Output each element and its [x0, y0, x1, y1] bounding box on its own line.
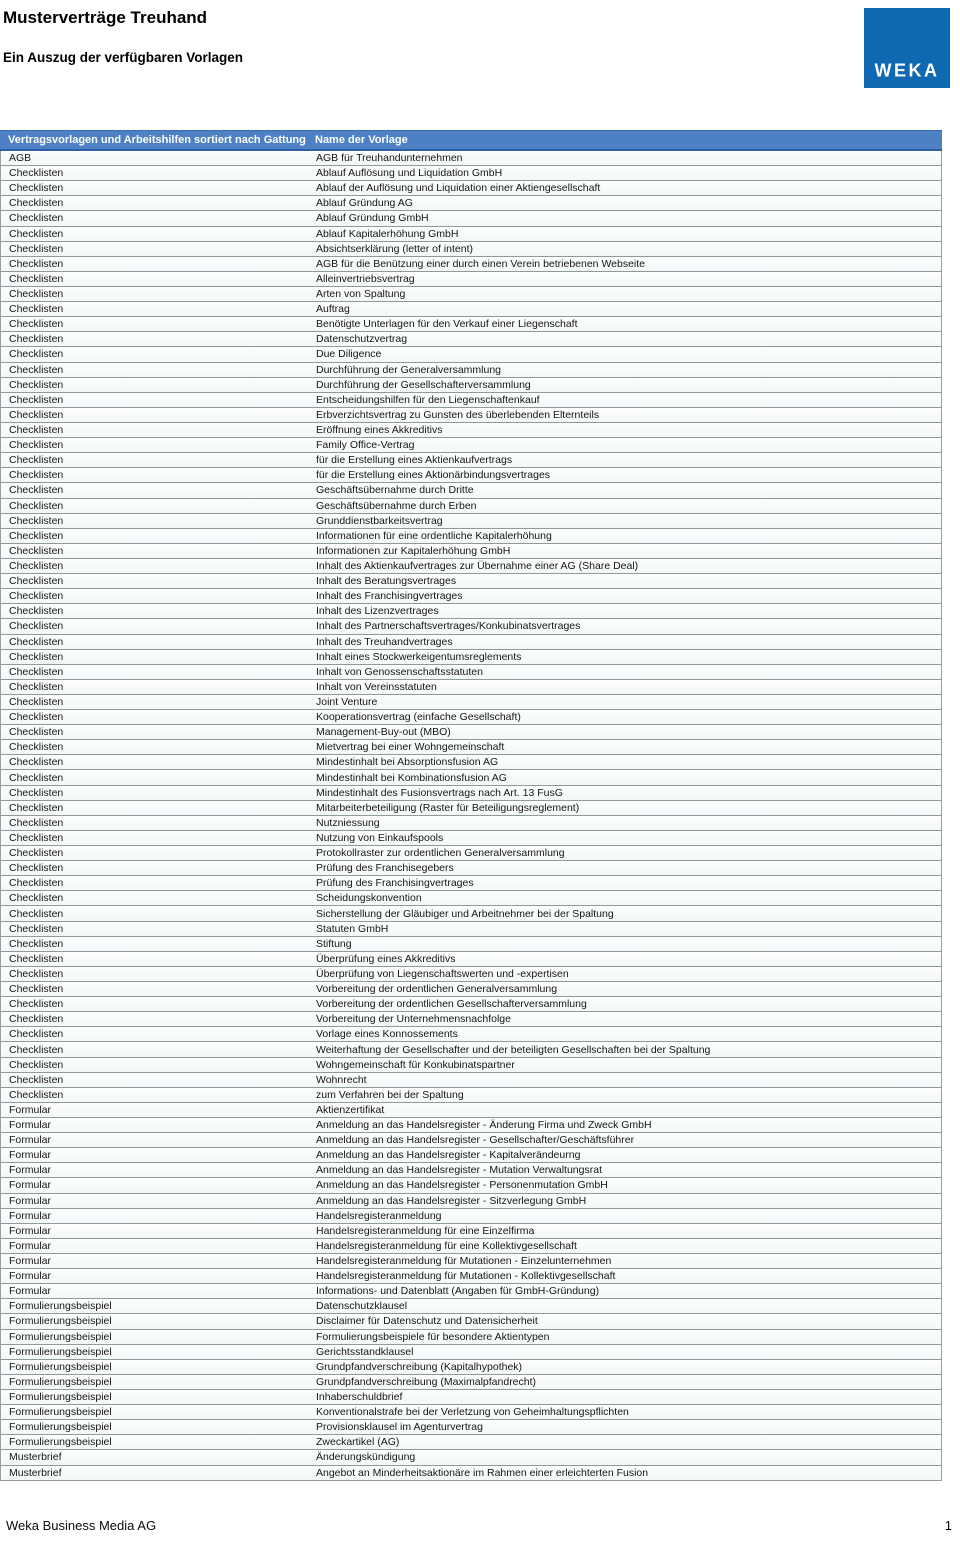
table-row: [1, 1314, 941, 1329]
row-gattung-cell: Checklisten: [9, 620, 64, 633]
row-vorlage-cell: Grunddienstbarkeitsvertrag: [316, 514, 443, 527]
row-vorlage-cell: Handelsregisteranmeldung für Mutationen - Kollektivgesellschaft: [316, 1270, 616, 1283]
row-vorlage-cell: Durchführung der Generalversammlung: [316, 363, 502, 376]
row-gattung-cell: Formulierungsbeispiel: [9, 1315, 112, 1328]
row-gattung-cell: Checklisten: [9, 560, 64, 572]
row-gattung-cell: Checklisten: [9, 711, 64, 724]
table-row: [1, 1178, 941, 1193]
row-gattung-cell: Formulierungsbeispiel: [9, 1406, 112, 1419]
row-gattung-cell: Checklisten: [9, 333, 64, 346]
row-gattung-cell: Formulierungsbeispiel: [9, 1391, 112, 1404]
table-row: [1, 967, 941, 982]
table-row: [1, 1073, 941, 1088]
row-vorlage-cell: Grundpfandverschreibung (Maximalpfandrecht): [316, 1375, 537, 1388]
row-gattung-cell: Checklisten: [9, 665, 64, 678]
row-vorlage-cell: Eröffnung eines Akkreditivs: [316, 424, 443, 437]
table-header-row: [0, 130, 942, 151]
row-gattung-cell: Checklisten: [9, 469, 64, 482]
row-gattung-cell: Formular: [9, 1119, 52, 1132]
table-row: [1, 317, 941, 332]
table-row: [1, 801, 941, 816]
table-row: [1, 1405, 941, 1420]
row-gattung-cell: Checklisten: [9, 1073, 64, 1086]
row-gattung-cell: Checklisten: [9, 272, 64, 285]
row-gattung-cell: Checklisten: [9, 650, 64, 663]
row-vorlage-cell: Statuten GmbH: [316, 922, 389, 935]
row-vorlage-cell: Informationen für eine ordentliche Kapitalerhöhung: [316, 529, 552, 542]
row-vorlage-cell: Handelsregisteranmeldung für eine Einzelfirma: [316, 1224, 535, 1237]
footer-company: Weka Business Media AG: [6, 1518, 157, 1533]
row-gattung-cell: Checklisten: [9, 227, 64, 240]
table-row: [1, 982, 941, 997]
row-vorlage-cell: Inhalt von Genossenschaftsstatuten: [316, 665, 483, 678]
row-gattung-cell: Formulierungsbeispiel: [9, 1345, 112, 1358]
row-vorlage-cell: Formulierungsbeispiele für besondere Aktientypen: [316, 1330, 550, 1343]
row-vorlage-cell: Wohngemeinschaft für Konkubinatspartner: [316, 1058, 515, 1071]
row-vorlage-cell: Änderungskündigung: [316, 1451, 416, 1464]
row-vorlage-cell: Protokollraster zur ordentlichen Generalversammlung: [316, 847, 565, 860]
row-gattung-cell: Checklisten: [9, 695, 64, 708]
table-row: [1, 347, 941, 362]
footer-page-number: 1: [944, 1518, 952, 1533]
row-gattung-cell: Checklisten: [9, 575, 64, 588]
row-gattung-cell: Checklisten: [9, 1058, 64, 1071]
row-gattung-cell: Checklisten: [9, 288, 64, 301]
row-vorlage-cell: Anmeldung an das Handelsregister - Kapitalverändeurng: [316, 1149, 581, 1162]
row-vorlage-cell: Anmeldung an das Handelsregister - Personenmutation GmbH: [316, 1179, 608, 1192]
row-vorlage-cell: Joint Venture: [316, 695, 378, 708]
table-row: [1, 453, 941, 468]
row-gattung-cell: Checklisten: [9, 605, 64, 618]
row-vorlage-cell: Disclaimer für Datenschutz und Datensicherheit: [316, 1315, 538, 1328]
row-gattung-cell: Formulierungsbeispiel: [9, 1436, 112, 1449]
row-vorlage-cell: Inhalt des Partnerschaftsvertrages/Konkubinatsvertrages: [316, 620, 581, 633]
table-row: [1, 302, 941, 317]
row-vorlage-cell: Inhalt des Treuhandvertrages: [316, 635, 453, 648]
row-gattung-cell: Checklisten: [9, 741, 64, 754]
row-vorlage-cell: Geschäftsübernahme durch Erben: [316, 499, 477, 512]
table-row: [1, 151, 941, 166]
table-row: [1, 1224, 941, 1239]
row-vorlage-cell: Weiterhaftung der Gesellschafter und der beteiligten Gesellschaften bei der Spaltung: [316, 1043, 711, 1056]
row-gattung-cell: Checklisten: [9, 801, 64, 814]
table-row: [1, 544, 941, 559]
row-gattung-cell: Checklisten: [9, 499, 64, 512]
row-vorlage-cell: Arten von Spaltung: [316, 288, 406, 301]
row-vorlage-cell: Vorbereitung der Unternehmensnachfolge: [316, 1013, 511, 1026]
row-vorlage-cell: Mitarbeiterbeteiligung (Raster für Beteiligungsreglement): [316, 801, 580, 814]
row-vorlage-cell: Wohnrecht: [316, 1073, 367, 1086]
table-row: [1, 1058, 941, 1073]
row-vorlage-cell: Anmeldung an das Handelsregister - Änderung Firma und Zweck GmbH: [316, 1119, 652, 1132]
row-vorlage-cell: Mindestinhalt des Fusionsvertrags nach Art. 13 FusG: [316, 786, 563, 799]
table-row: [1, 1360, 941, 1375]
table-row: [1, 770, 941, 785]
row-vorlage-cell: Handelsregisteranmeldung für Mutationen - Einzelunternehmen: [316, 1255, 612, 1268]
row-vorlage-cell: Vorbereitung der ordentlichen Gesellschafterversammlung: [316, 998, 587, 1011]
row-gattung-cell: Checklisten: [9, 424, 64, 437]
row-gattung-cell: Checklisten: [9, 167, 64, 180]
table-row: [1, 816, 941, 831]
row-vorlage-cell: zum Verfahren bei der Spaltung: [316, 1088, 464, 1101]
row-gattung-cell: Formulierungsbeispiel: [9, 1330, 112, 1343]
table-row: [1, 1027, 941, 1042]
table-row: [1, 574, 941, 589]
row-gattung-cell: Formular: [9, 1164, 52, 1177]
table-row: [1, 378, 941, 393]
page-title: Musterverträge Treuhand: [3, 8, 208, 27]
weka-logo-text: WEKA: [874, 59, 940, 81]
row-gattung-cell: Checklisten: [9, 212, 64, 225]
row-vorlage-cell: Vorbereitung der ordentlichen Generalversammlung: [316, 983, 558, 996]
row-vorlage-cell: Handelsregisteranmeldung: [316, 1209, 442, 1222]
row-vorlage-cell: Ablauf Gründung GmbH: [316, 212, 429, 225]
table-row: [1, 468, 941, 483]
table-row: [1, 635, 941, 650]
table-row: [1, 1148, 941, 1163]
row-vorlage-cell: Auftrag: [316, 303, 350, 316]
row-vorlage-cell: Grundpfandverschreibung (Kapitalhypothek): [316, 1360, 523, 1373]
row-gattung-cell: Checklisten: [9, 847, 64, 860]
row-gattung-cell: Checklisten: [9, 363, 64, 376]
table-row: [1, 438, 941, 453]
row-gattung-cell: Checklisten: [9, 892, 64, 905]
table-body: [0, 151, 942, 1481]
row-gattung-cell: Checklisten: [9, 922, 64, 935]
row-gattung-cell: Checklisten: [9, 816, 64, 829]
table-row: [1, 786, 941, 801]
row-vorlage-cell: Scheidungskonvention: [316, 892, 422, 905]
table-row: [1, 891, 941, 906]
row-gattung-cell: Checklisten: [9, 242, 64, 255]
row-gattung-cell: Formular: [9, 1179, 52, 1192]
row-gattung-cell: Formular: [9, 1149, 52, 1162]
table-row: [1, 1299, 941, 1314]
table-row: [1, 332, 941, 347]
row-vorlage-cell: Mietvertrag bei einer Wohngemeinschaft: [316, 741, 505, 754]
row-vorlage-cell: Datenschutzklausel: [316, 1300, 408, 1313]
table-row: [1, 1269, 941, 1284]
row-gattung-cell: Formular: [9, 1255, 52, 1268]
row-vorlage-cell: Absichtserklärung (letter of intent): [316, 242, 473, 255]
row-gattung-cell: Formulierungsbeispiel: [9, 1375, 112, 1388]
row-gattung-cell: Formular: [9, 1209, 52, 1222]
table-row: [1, 1375, 941, 1390]
row-gattung-cell: Checklisten: [9, 1028, 64, 1041]
table-row: [1, 861, 941, 876]
row-gattung-cell: AGB: [9, 152, 32, 165]
table-row: [1, 604, 941, 619]
row-vorlage-cell: Entscheidungshilfen für den Liegenschaftenkauf: [316, 393, 540, 406]
row-vorlage-cell: Provisionsklausel im Agenturvertrag: [316, 1421, 483, 1434]
row-vorlage-cell: Informations- und Datenblatt (Angaben für GmbH-Gründung): [316, 1285, 600, 1298]
row-vorlage-cell: Benötigte Unterlagen für den Verkauf einer Liegenschaft: [316, 318, 578, 331]
row-vorlage-cell: Inhalt von Vereinsstatuten: [316, 680, 437, 693]
row-vorlage-cell: Inhalt eines Stockwerkeigentumsreglements: [316, 650, 522, 663]
row-gattung-cell: Checklisten: [9, 680, 64, 693]
row-gattung-cell: Checklisten: [9, 257, 64, 270]
table-row: [1, 1390, 941, 1405]
column-header-gattung: Vertragsvorlagen und Arbeitshilfen sortiert nach Gattung: [8, 134, 306, 146]
row-vorlage-cell: Überprüfung eines Akkreditivs: [316, 952, 456, 965]
row-vorlage-cell: Ablauf Kapitalerhöhung GmbH: [316, 227, 459, 240]
weka-logo: [864, 8, 950, 88]
row-vorlage-cell: Prüfung des Franchisingvertrages: [316, 877, 474, 890]
row-gattung-cell: Formulierungsbeispiel: [9, 1300, 112, 1313]
table-row: [1, 196, 941, 211]
table-row: [1, 937, 941, 952]
row-vorlage-cell: Anmeldung an das Handelsregister - Sitzverlegung GmbH: [316, 1194, 587, 1207]
row-vorlage-cell: Vorlage eines Konnossements: [316, 1028, 458, 1041]
table-row: [1, 559, 941, 574]
row-gattung-cell: Checklisten: [9, 635, 64, 648]
table-row: [1, 1239, 941, 1254]
row-vorlage-cell: Inhalt des Beratungsvertrages: [316, 575, 457, 588]
table-row: [1, 1133, 941, 1148]
row-gattung-cell: Checklisten: [9, 983, 64, 996]
row-vorlage-cell: Informationen zur Kapitalerhöhung GmbH: [316, 544, 511, 557]
table-row: [1, 1330, 941, 1345]
row-gattung-cell: Checklisten: [9, 348, 64, 361]
table-row: [1, 272, 941, 287]
row-vorlage-cell: Anmeldung an das Handelsregister - Gesellschafter/Geschäftsführer: [316, 1134, 635, 1147]
row-vorlage-cell: Prüfung des Franchisegebers: [316, 862, 454, 875]
table-row: [1, 1103, 941, 1118]
row-gattung-cell: Checklisten: [9, 756, 64, 769]
table-row: [1, 922, 941, 937]
row-vorlage-cell: Konventionalstrafe bei der Verletzung von Geheimhaltungspflichten: [316, 1406, 629, 1419]
table-row: [1, 242, 941, 257]
row-gattung-cell: Checklisten: [9, 937, 64, 950]
row-vorlage-cell: Ablauf Auflösung und Liquidation GmbH: [316, 167, 503, 180]
row-gattung-cell: Musterbrief: [9, 1451, 62, 1464]
table-row: [1, 227, 941, 242]
row-vorlage-cell: Zweckartikel (AG): [316, 1436, 400, 1449]
row-gattung-cell: Checklisten: [9, 514, 64, 527]
table-row: [1, 1163, 941, 1178]
table-row: [1, 483, 941, 498]
row-vorlage-cell: Due Diligence: [316, 348, 382, 361]
row-vorlage-cell: Angebot an Minderheitsaktionäre im Rahmen einer erleichterten Fusion: [316, 1466, 649, 1479]
row-vorlage-cell: für die Erstellung eines Aktienkaufvertrags: [316, 454, 513, 467]
row-vorlage-cell: Geschäftsübernahme durch Dritte: [316, 484, 474, 497]
row-vorlage-cell: Anmeldung an das Handelsregister - Mutation Verwaltungsrat: [316, 1164, 602, 1177]
row-vorlage-cell: Durchführung der Gesellschafterversammlung: [316, 378, 531, 391]
row-gattung-cell: Musterbrief: [9, 1466, 62, 1479]
table-row: [1, 695, 941, 710]
table-row: [1, 529, 941, 544]
table-row: [1, 755, 941, 770]
table-row: [1, 1345, 941, 1360]
row-gattung-cell: Checklisten: [9, 393, 64, 406]
table-row: [1, 1209, 941, 1224]
table-row: [1, 589, 941, 604]
table-row: [1, 499, 941, 514]
row-gattung-cell: Formular: [9, 1239, 52, 1252]
table-row: [1, 740, 941, 755]
row-gattung-cell: Checklisten: [9, 378, 64, 391]
row-gattung-cell: Checklisten: [9, 771, 64, 784]
table-row: [1, 1435, 941, 1450]
row-gattung-cell: Checklisten: [9, 303, 64, 316]
table-row: [1, 710, 941, 725]
row-gattung-cell: Checklisten: [9, 786, 64, 799]
table-row: [1, 166, 941, 181]
row-gattung-cell: Checklisten: [9, 952, 64, 965]
row-vorlage-cell: Sicherstellung der Gläubiger und Arbeitnehmer bei der Spaltung: [316, 907, 614, 920]
column-header-name: Name der Vorlage: [315, 134, 408, 146]
row-gattung-cell: Formular: [9, 1285, 52, 1298]
row-vorlage-cell: Überprüfung von Liegenschaftswerten und -expertisen: [316, 967, 569, 980]
row-gattung-cell: Checklisten: [9, 967, 64, 980]
table-row: [1, 1012, 941, 1027]
row-vorlage-cell: Handelsregisteranmeldung für eine Kollektivgesellschaft: [316, 1239, 577, 1252]
table-row: [1, 287, 941, 302]
row-vorlage-cell: Ablauf Gründung AG: [316, 197, 413, 210]
table-row: [1, 1042, 941, 1057]
row-vorlage-cell: Inhalt des Aktienkaufvertrages zur Übernahme einer AG (Share Deal): [316, 560, 639, 572]
row-vorlage-cell: Datenschutzvertrag: [316, 333, 408, 346]
table-row: [1, 363, 941, 378]
table-row: [1, 1450, 941, 1465]
page-subtitle: Ein Auszug der verfügbaren Vorlagen: [3, 50, 244, 65]
row-gattung-cell: Checklisten: [9, 726, 64, 739]
table-row: [1, 831, 941, 846]
row-gattung-cell: Formular: [9, 1194, 52, 1207]
table-row: [1, 211, 941, 226]
row-gattung-cell: Checklisten: [9, 1088, 64, 1101]
row-gattung-cell: Formulierungsbeispiel: [9, 1360, 112, 1373]
row-vorlage-cell: Management-Buy-out (MBO): [316, 726, 451, 739]
row-gattung-cell: Checklisten: [9, 408, 64, 421]
row-vorlage-cell: AGB für die Benützung einer durch einen Verein betriebenen Webseite: [316, 257, 646, 270]
row-vorlage-cell: Inhalt des Lizenzvertrages: [316, 605, 439, 618]
table-row: [1, 423, 941, 438]
row-vorlage-cell: Family Office-Vertrag: [316, 439, 415, 452]
table-row: [1, 1118, 941, 1133]
row-gattung-cell: Checklisten: [9, 907, 64, 920]
table-row: [1, 393, 941, 408]
row-gattung-cell: Checklisten: [9, 590, 64, 603]
row-gattung-cell: Checklisten: [9, 182, 64, 195]
row-gattung-cell: Checklisten: [9, 1013, 64, 1026]
row-gattung-cell: Formular: [9, 1224, 52, 1237]
row-gattung-cell: Formular: [9, 1103, 52, 1116]
row-vorlage-cell: für die Erstellung eines Aktionärbindungsvertrages: [316, 469, 551, 482]
table-row: [1, 514, 941, 529]
row-vorlage-cell: Nutzung von Einkaufspools: [316, 831, 444, 844]
table-row: [1, 725, 941, 740]
row-vorlage-cell: Alleinvertriebsvertrag: [316, 272, 415, 285]
row-gattung-cell: Checklisten: [9, 544, 64, 557]
row-vorlage-cell: AGB für Treuhandunternehmen: [316, 152, 463, 165]
row-gattung-cell: Checklisten: [9, 529, 64, 542]
row-vorlage-cell: Erbverzichtsvertrag zu Gunsten des überlebenden Elternteils: [316, 408, 600, 421]
row-vorlage-cell: Inhaberschuldbrief: [316, 1391, 403, 1404]
row-vorlage-cell: Mindestinhalt bei Absorptionsfusion AG: [316, 756, 499, 769]
row-vorlage-cell: Aktienzertifikat: [316, 1103, 385, 1116]
table-row: [1, 846, 941, 861]
row-vorlage-cell: Stiftung: [316, 937, 352, 950]
row-gattung-cell: Checklisten: [9, 831, 64, 844]
table-row: [1, 876, 941, 891]
row-gattung-cell: Checklisten: [9, 454, 64, 467]
row-vorlage-cell: Kooperationsvertrag (einfache Gesellschaft): [316, 711, 521, 724]
table-row: [1, 952, 941, 967]
row-vorlage-cell: Nutzniessung: [316, 816, 380, 829]
row-gattung-cell: Checklisten: [9, 484, 64, 497]
table-row: [1, 1284, 941, 1299]
row-gattung-cell: Checklisten: [9, 197, 64, 210]
table-row: [1, 619, 941, 634]
row-vorlage-cell: Mindestinhalt bei Kombinationsfusion AG: [316, 771, 507, 784]
templates-table: [0, 130, 942, 1481]
row-vorlage-cell: Ablauf der Auflösung und Liquidation einer Aktiengesellschaft: [316, 182, 601, 195]
row-gattung-cell: Checklisten: [9, 318, 64, 331]
table-row: [1, 997, 941, 1012]
row-gattung-cell: Checklisten: [9, 862, 64, 875]
table-row: [1, 665, 941, 680]
table-row: [1, 1420, 941, 1435]
table-row: [1, 906, 941, 921]
table-row: [1, 1466, 941, 1481]
table-row: [1, 650, 941, 665]
row-gattung-cell: Checklisten: [9, 439, 64, 452]
row-gattung-cell: Formulierungsbeispiel: [9, 1421, 112, 1434]
table-row: [1, 1254, 941, 1269]
row-gattung-cell: Checklisten: [9, 998, 64, 1011]
table-row: [1, 181, 941, 196]
table-row: [1, 1194, 941, 1209]
row-vorlage-cell: Gerichtsstandklausel: [316, 1345, 414, 1358]
row-gattung-cell: Formular: [9, 1270, 52, 1283]
row-vorlage-cell: Inhalt des Franchisingvertrages: [316, 590, 463, 603]
row-gattung-cell: Checklisten: [9, 1043, 64, 1056]
table-row: [1, 680, 941, 695]
row-gattung-cell: Checklisten: [9, 877, 64, 890]
table-row: [1, 408, 941, 423]
table-row: [1, 1088, 941, 1103]
row-gattung-cell: Formular: [9, 1134, 52, 1147]
table-row: [1, 257, 941, 272]
